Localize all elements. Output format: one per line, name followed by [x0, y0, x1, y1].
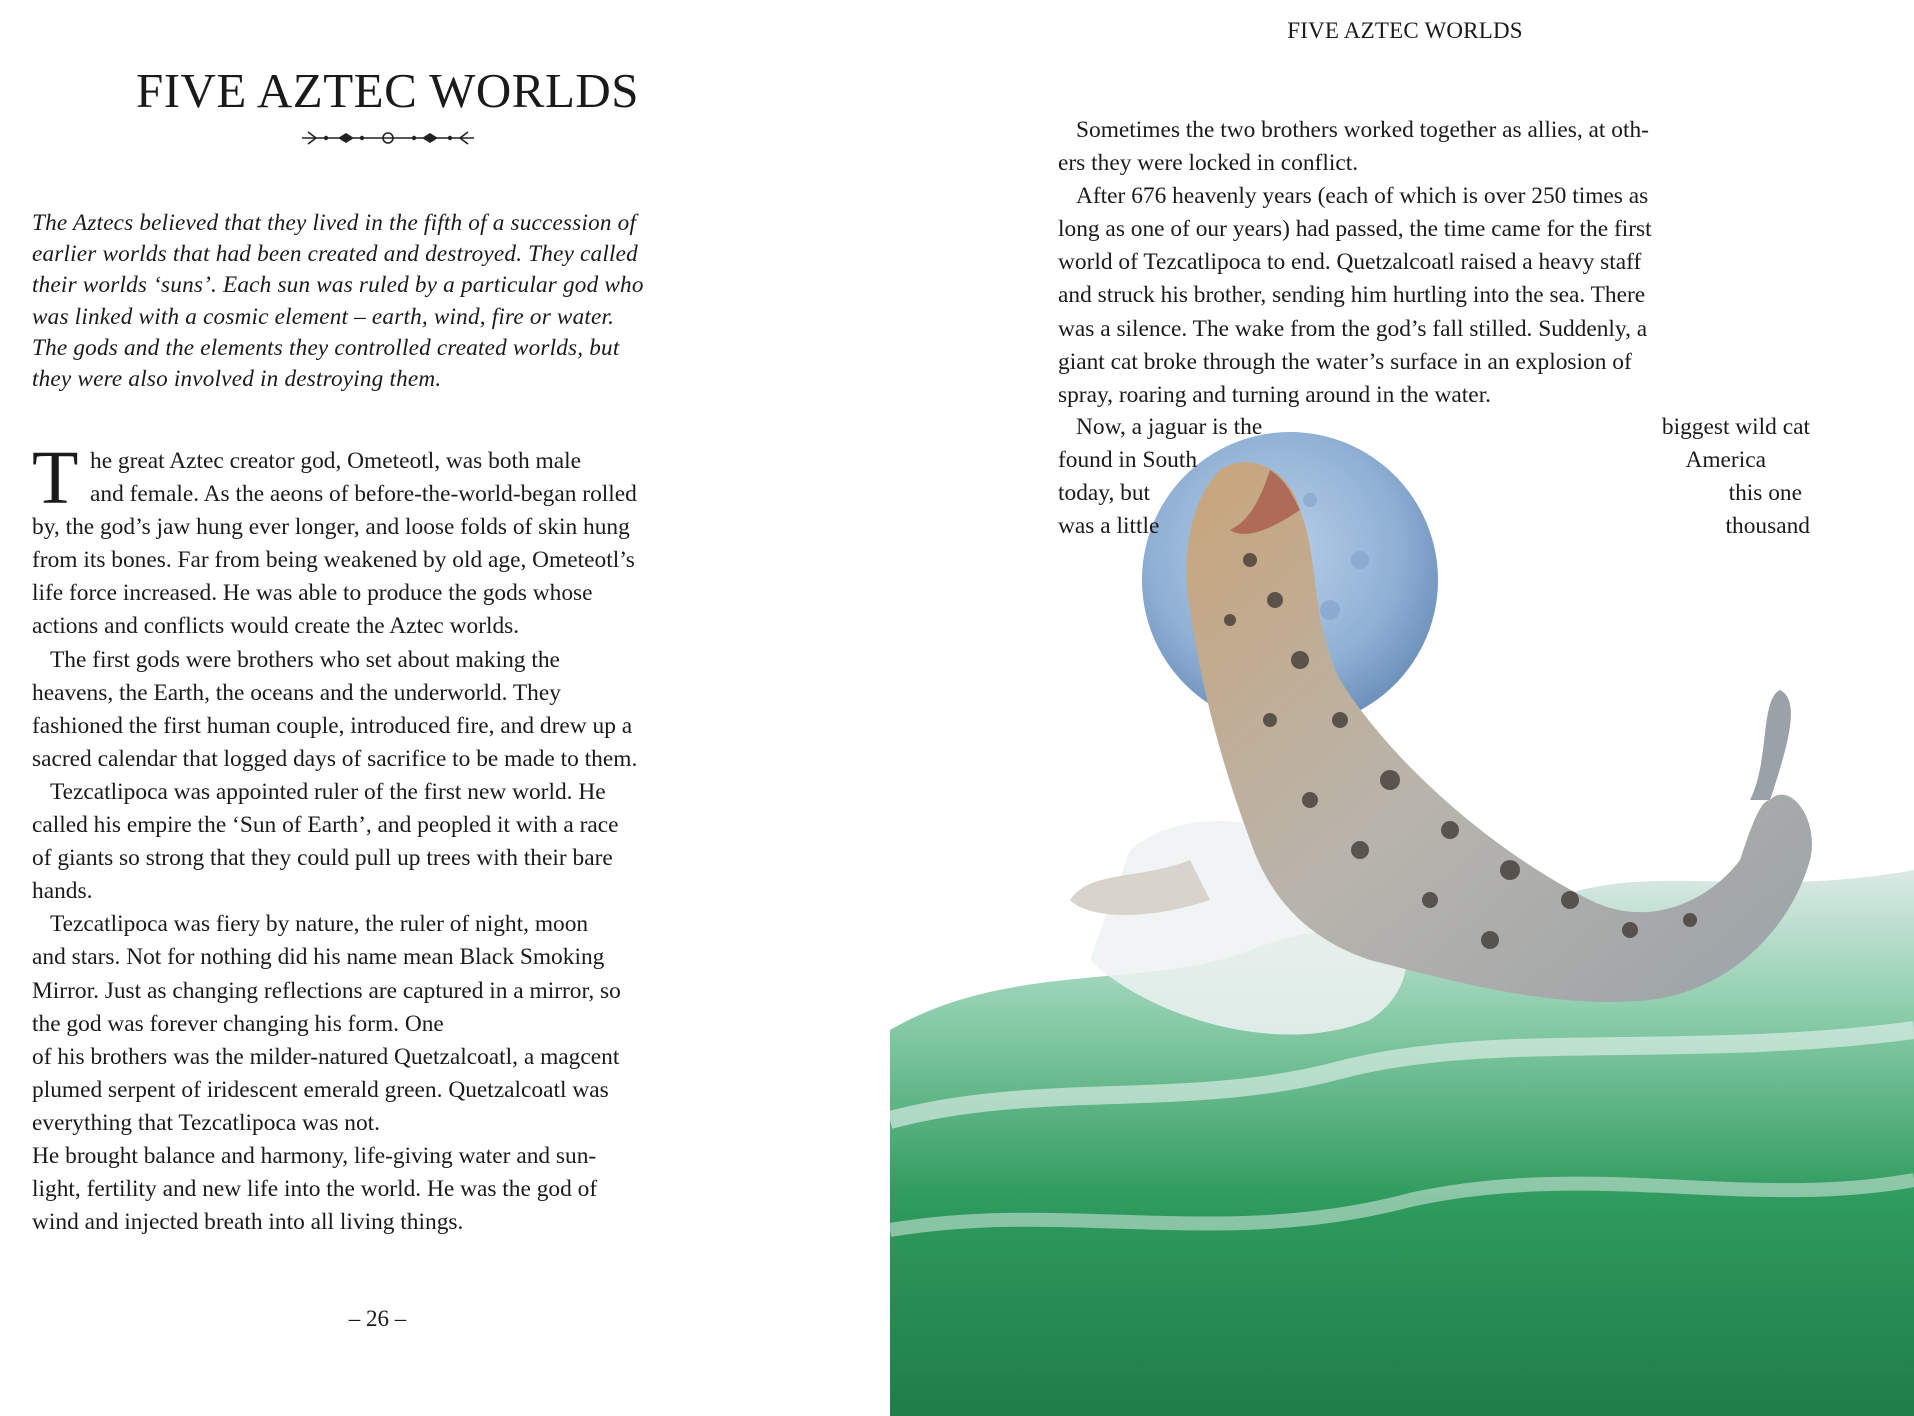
body-line: world of Tezcatlipoca to end. Quetzalcoatl raised a heavy staff: [1058, 249, 1642, 276]
body-line: the god was forever changing his form. One: [32, 1010, 444, 1037]
body-line: and female. As the aeons of before-the-world-began rolled: [90, 481, 637, 508]
body-line: was a silence. The wake from the god’s fall stilled. Suddenly, a: [1058, 315, 1648, 342]
chapter-title: FIVE AZTEC WORLDS: [135, 63, 640, 118]
body-line: America: [1685, 447, 1766, 474]
drop-cap: T: [32, 436, 79, 520]
ornament-divider-icon: [298, 127, 478, 149]
body-text: [32, 436, 722, 1239]
body-line: by, the god’s jaw hung ever longer, and loose folds of skin hung: [32, 514, 630, 541]
wrap-text-right: [1570, 411, 1810, 543]
body-line: Sometimes the two brothers worked together as allies, at oth-: [1076, 117, 1649, 143]
right-page: [890, 0, 1914, 1416]
intro-line: was linked with a cosmic element – earth, wind, fire or water.: [32, 303, 615, 330]
body-line: and struck his brother, sending him hurtling into the sea. There: [1058, 282, 1646, 309]
running-head: FIVE AZTEC WORLDS: [1287, 18, 1523, 43]
body-line: After 676 heavenly years (each of which is over 250 times as: [1076, 183, 1649, 210]
intro-line: they were also involved in destroying them.: [32, 366, 442, 393]
body-line: sacred calendar that logged days of sacrifice to be made to them.: [32, 745, 638, 772]
body-line: heavens, the Earth, the oceans and the underworld. They: [32, 679, 561, 706]
right-body-text: [1058, 114, 1758, 412]
intro-line: The gods and the elements they controlled created worlds, but: [32, 334, 620, 361]
body-line: wind and injected breath into all living things.: [32, 1209, 464, 1236]
body-line: was a little: [1058, 513, 1160, 540]
body-line: He brought balance and harmony, life-giving water and sun-: [32, 1142, 597, 1169]
body-line: Mirror. Just as changing reflections are captured in a mirror, so: [32, 977, 621, 1004]
body-line: thousand: [1725, 513, 1810, 540]
body-line: he great Aztec creator god, Ometeotl, was both male: [90, 448, 582, 474]
body-line: light, fertility and new life into the world. He was the god of: [32, 1176, 598, 1203]
body-line: Tezcatlipoca was fiery by nature, the ruler of night, moon: [50, 911, 589, 938]
body-line: of giants so strong that they could pull up trees with their bare: [32, 845, 613, 872]
left-page: [0, 0, 890, 1416]
body-line: hands.: [32, 878, 93, 905]
body-line: ers they were locked in conflict.: [1058, 150, 1359, 177]
intro-line: The Aztecs believed that they lived in the fifth of a succession of: [32, 210, 637, 236]
body-line: and stars. Not for nothing did his name mean Black Smoking: [32, 944, 605, 971]
body-line: today, but: [1058, 480, 1151, 507]
body-line: giant cat broke through the water’s surface in an explosion of: [1058, 348, 1632, 375]
body-line: of his brothers was the milder-natured Quetzalcoatl, a magcent: [32, 1043, 620, 1070]
body-line: called his empire the ‘Sun of Earth’, and peopled it with a race: [32, 812, 619, 839]
body-line: this one: [1728, 480, 1802, 507]
intro-paragraph: [32, 208, 732, 395]
body-line: actions and conflicts would create the Aztec worlds.: [32, 613, 520, 640]
body-line: everything that Tezcatlipoca was not.: [32, 1109, 381, 1136]
body-line: plumed serpent of iridescent emerald green. Quetzalcoatl was: [32, 1076, 609, 1103]
body-line: Tezcatlipoca was appointed ruler of the first new world. He: [50, 778, 606, 805]
body-line: from its bones. Far from being weakened by old age, Ometeotl’s: [32, 547, 635, 574]
body-line: biggest wild cat: [1661, 414, 1810, 440]
body-line: Now, a jaguar is the: [1076, 414, 1263, 440]
page-number: – 26 –: [348, 1306, 407, 1331]
body-line: fashioned the first human couple, introduced fire, and drew up a: [32, 712, 633, 739]
body-line: spray, roaring and turning around in the water.: [1058, 381, 1492, 408]
body-line: long as one of our years) had passed, the time came for the first: [1058, 216, 1652, 243]
intro-line: their worlds ‘suns’. Each sun was ruled by a particular god who: [32, 272, 644, 299]
body-line: The first gods were brothers who set about making the: [50, 646, 560, 673]
intro-line: earlier worlds that had been created and destroyed. They called: [32, 241, 638, 268]
wrap-text-left: [1058, 411, 1262, 543]
body-line: found in South: [1058, 447, 1198, 474]
body-line: life force increased. He was able to produce the gods whose: [32, 580, 593, 607]
